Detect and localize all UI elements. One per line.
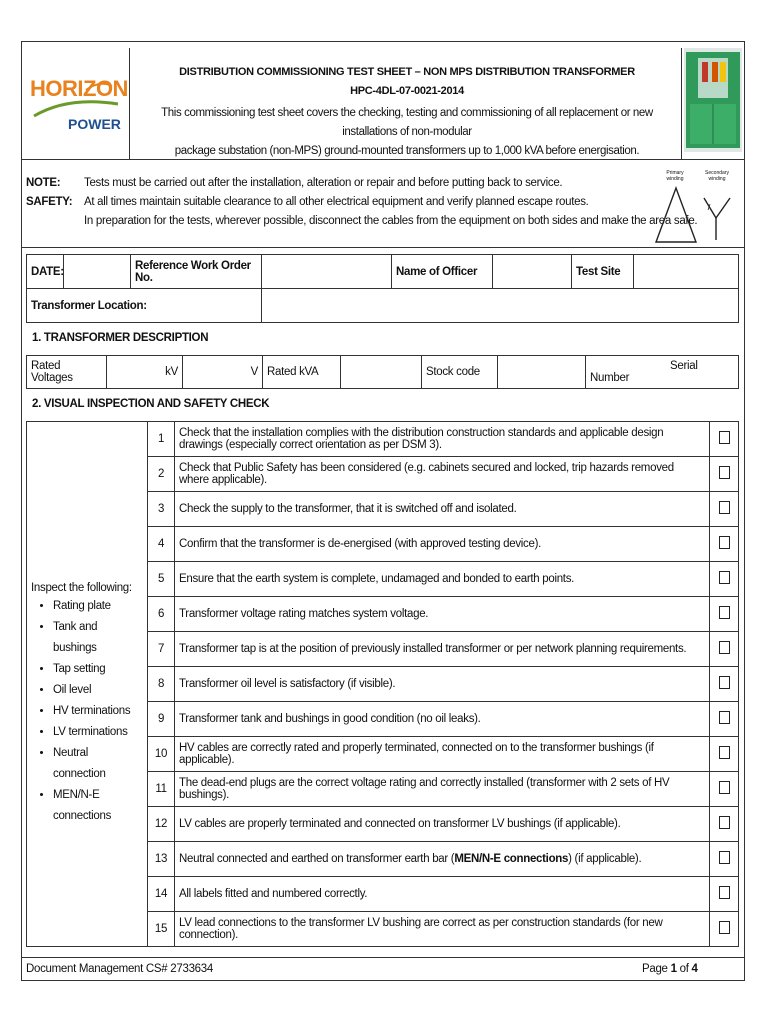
check-text-part: ) (if applicable).	[568, 853, 642, 865]
checkbox[interactable]	[719, 466, 730, 479]
checkbox[interactable]	[719, 886, 730, 899]
stock-code-label: Stock code	[422, 356, 498, 389]
transformer-location-field[interactable]	[262, 289, 739, 323]
document-code: HPC-4DL-07-0021-2014	[350, 85, 464, 97]
check-number: 14	[148, 877, 175, 912]
secondary-winding-label: Secondary winding	[705, 170, 729, 182]
serial-number-label: Serial Number	[590, 360, 698, 384]
inspect-item: • Neutral connection	[53, 743, 143, 785]
check-number: 3	[148, 492, 175, 527]
check-cell	[710, 912, 739, 947]
checkbox[interactable]	[719, 711, 730, 724]
check-text: Check the supply to the transformer, that it is switched off and isolated.	[175, 492, 710, 527]
date-label: DATE:	[27, 255, 64, 289]
note-label: NOTE:	[26, 177, 61, 189]
safety-text-2: In preparation for the tests, wherever possible, disconnect the cables from the equipment on both sides and make the area safe.	[84, 215, 698, 227]
check-cell	[710, 632, 739, 667]
document-description	[133, 104, 681, 161]
description-line-1: This commissioning test sheet covers the checking, testing and commissioning of all replacement or new installations of non-modular	[161, 107, 653, 138]
check-number: 7	[148, 632, 175, 667]
page-total: 4	[691, 963, 698, 975]
inspect-item: • HV terminations	[53, 701, 143, 722]
check-text-emphasis: MEN/N-E connections	[454, 853, 569, 865]
checkbox[interactable]	[719, 641, 730, 654]
reference-work-order-field[interactable]	[262, 255, 392, 289]
check-cell	[710, 457, 739, 492]
check-number: 4	[148, 527, 175, 562]
check-text	[175, 842, 710, 877]
check-number: 12	[148, 807, 175, 842]
check-text: Ensure that the earth system is complete, undamaged and bonded to earth points.	[175, 562, 710, 597]
stock-code-field[interactable]	[498, 356, 586, 389]
check-number: 11	[148, 772, 175, 807]
check-cell	[710, 737, 739, 772]
logo	[28, 70, 128, 138]
note-text: Tests must be carried out after the installation, alteration or repair and before putting back to service.	[84, 177, 563, 189]
checkbox[interactable]	[719, 746, 730, 759]
rated-kva-label: Rated kVA	[263, 356, 341, 389]
test-site-field[interactable]	[634, 255, 739, 289]
inspect-item: • Tap setting	[53, 659, 143, 680]
check-number: 10	[148, 737, 175, 772]
checkbox[interactable]	[719, 921, 730, 934]
inspect-item: • LV terminations	[53, 722, 143, 743]
inspect-item: • Tank and bushings	[53, 617, 143, 659]
check-text: Transformer oil level is satisfactory (if visible).	[175, 667, 710, 702]
primary-winding-label: Primary winding	[666, 170, 684, 182]
checkbox[interactable]	[719, 536, 730, 549]
kv-unit: kV	[165, 366, 178, 378]
rated-voltages-label: Rated Voltages	[27, 356, 107, 389]
name-of-officer-field[interactable]	[493, 255, 572, 289]
checkbox[interactable]	[719, 501, 730, 514]
check-number: 6	[148, 597, 175, 632]
serial-number-cell[interactable]	[586, 356, 739, 389]
check-text: LV cables are properly terminated and connected on transformer LV bushings (if applicable).	[175, 807, 710, 842]
check-cell	[710, 492, 739, 527]
check-cell	[710, 562, 739, 597]
visual-inspection-table	[26, 421, 739, 947]
checkbox[interactable]	[719, 606, 730, 619]
check-cell	[710, 667, 739, 702]
inspect-list	[31, 596, 143, 827]
check-number: 15	[148, 912, 175, 947]
kv-field[interactable]	[107, 356, 183, 389]
checkbox[interactable]	[719, 571, 730, 584]
rated-kva-field[interactable]	[341, 356, 422, 389]
page-of: of	[679, 963, 689, 975]
transformer-photo	[684, 48, 742, 152]
check-row	[27, 422, 739, 457]
check-number: 1	[148, 422, 175, 457]
check-cell	[710, 702, 739, 737]
check-text: HV cables are correctly rated and properly terminated, connected on to the transformer bushings (if applicable).	[175, 737, 710, 772]
document-title: DISTRIBUTION COMMISSIONING TEST SHEET – NON MPS DISTRIBUTION TRANSFORMER	[179, 66, 635, 78]
check-number: 8	[148, 667, 175, 702]
checkbox[interactable]	[719, 851, 730, 864]
reference-work-order-label: Reference Work Order No.	[131, 255, 262, 289]
check-cell	[710, 772, 739, 807]
date-field[interactable]	[64, 255, 131, 289]
check-text: Transformer tap is at the position of previously installed transformer or per network planning requirements.	[175, 632, 710, 667]
page-current: 1	[670, 963, 677, 975]
check-number: 5	[148, 562, 175, 597]
document-management-number: Document Management CS# 2733634	[26, 963, 213, 975]
winding-diagram	[648, 170, 740, 250]
checkbox[interactable]	[719, 781, 730, 794]
check-text: Check that Public Safety has been considered (e.g. cabinets secured and locked, trip hazards removed where applicable).	[175, 457, 710, 492]
check-number: 9	[148, 702, 175, 737]
check-text: Check that the installation complies with the distribution construction standards and applicable design drawings (especially correct orientation as per DSM 3).	[175, 422, 710, 457]
check-cell	[710, 527, 739, 562]
logo-text-bottom: POWER	[68, 116, 121, 132]
transformer-location-label: Transformer Location:	[27, 289, 262, 323]
check-text: Transformer tank and bushings in good condition (no oil leaks).	[175, 702, 710, 737]
section-2-title: 2. VISUAL INSPECTION AND SAFETY CHECK	[32, 398, 270, 410]
check-cell	[710, 807, 739, 842]
check-cell	[710, 842, 739, 877]
transformer-description-table	[26, 355, 739, 389]
check-cell	[710, 597, 739, 632]
section-1-title: 1. TRANSFORMER DESCRIPTION	[32, 332, 209, 344]
safety-text-1: At all times maintain suitable clearance to all other electrical equipment and verify planned escape routes.	[84, 196, 589, 208]
info-table	[26, 254, 739, 323]
inspect-item: • MEN/N-E connections	[53, 785, 143, 827]
check-cell	[710, 877, 739, 912]
safety-label: SAFETY:	[26, 196, 73, 208]
v-unit: V	[250, 366, 258, 378]
inspect-item: • Rating plate	[53, 596, 143, 617]
description-line-2: package substation (non-MPS) ground-mounted transformers up to 1,000 kVA before energisation.	[174, 145, 640, 157]
check-number: 13	[148, 842, 175, 877]
check-text: Transformer voltage rating matches system voltage.	[175, 597, 710, 632]
check-text-part: Neutral connected and earthed on transformer earth bar (	[179, 853, 455, 865]
checkbox[interactable]	[719, 676, 730, 689]
page-number	[642, 963, 698, 975]
inspect-item: • Oil level	[53, 680, 143, 701]
test-site-label: Test Site	[572, 255, 634, 289]
checkbox[interactable]	[719, 431, 730, 444]
check-text: Confirm that the transformer is de-energised (with approved testing device).	[175, 527, 710, 562]
v-field[interactable]	[183, 356, 263, 389]
check-text: LV lead connections to the transformer LV bushing are correct as per construction standards (for new connection).	[175, 912, 710, 947]
inspect-heading: Inspect the following:	[31, 581, 132, 594]
logo-text-top: HORIZON	[30, 76, 128, 101]
checkbox[interactable]	[719, 816, 730, 829]
name-of-officer-label: Name of Officer	[392, 255, 493, 289]
check-text: The dead-end plugs are the correct voltage rating and correctly installed (transformer with 2 sets of HV bushings).	[175, 772, 710, 807]
inspect-list-cell	[27, 422, 148, 947]
check-text: All labels fitted and numbered correctly.	[175, 877, 710, 912]
check-number: 2	[148, 457, 175, 492]
page-word: Page	[642, 963, 668, 975]
check-cell	[710, 422, 739, 457]
